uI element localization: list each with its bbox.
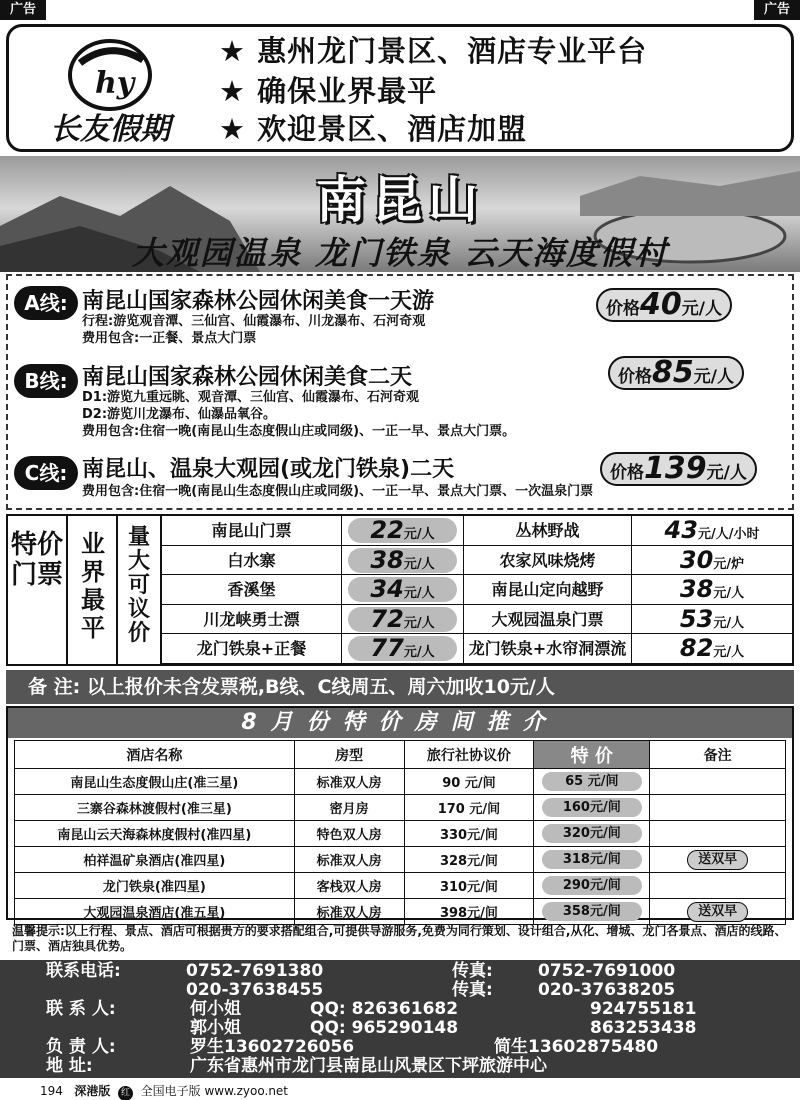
site-link[interactable]: 全国电子版 www.zyoo.net: [140, 1084, 289, 1098]
fax-label-2: 传真:: [452, 980, 493, 1000]
phone-label: 联系电话:: [46, 961, 121, 981]
ticket-label-3: 量大可议价: [118, 516, 162, 664]
ticket-price: 77元/人: [342, 634, 464, 663]
person-label: 联 系 人:: [46, 999, 116, 1019]
slogan-3: ★ 欢迎景区、酒店加盟: [219, 112, 528, 146]
hotel-agency: 310元/间: [404, 873, 534, 899]
hotel-agency: 398元/间: [404, 899, 534, 925]
phone-1: 0752-7691380: [186, 961, 324, 981]
line-a-itinerary: 行程:游览观音潭、三仙宫、仙霞瀑布、川龙瀑布、石河奇观: [82, 314, 426, 329]
ticket-price-table: [6, 514, 794, 666]
hotel-name: 龙门铁泉(准四星): [15, 873, 295, 899]
fax-1: 0752-7691000: [538, 961, 676, 981]
ticket-price: 34元/人: [342, 575, 464, 604]
line-a-badge: A线:: [14, 286, 78, 320]
hotel-col-header: 旅行社协议价: [404, 741, 534, 769]
qq-1: QQ: 826361682: [310, 999, 459, 1019]
edition: 深港版: [74, 1084, 111, 1098]
hotel-remark: [650, 873, 786, 899]
line-c-price: 价格139元/人: [600, 452, 757, 486]
hotel-remark: [650, 769, 786, 795]
person-2: 郭小姐: [190, 1018, 241, 1038]
banner-subtitle: 大观园温泉 龙门铁泉 云天海度假村: [131, 234, 669, 272]
hotel-remark: 送双早: [650, 847, 786, 873]
hotel-agency: 170 元/间: [404, 795, 534, 821]
ad-tag-right: 广告: [754, 0, 800, 20]
hotel-name: 三寨谷森林渡假村(准三星): [15, 795, 295, 821]
ticket-name: 龙门铁泉+水帘洞漂流: [464, 634, 632, 663]
hotel-remark: 送双早: [650, 899, 786, 925]
ticket-row: [162, 516, 792, 546]
banner-title: 南昆山: [316, 171, 484, 229]
hotel-agency: 328元/间: [404, 847, 534, 873]
ticket-name: 农家风味烧烤: [464, 546, 632, 575]
ticket-name: 龙门铁泉+正餐: [162, 634, 342, 663]
hotel-agency: 330元/间: [404, 821, 534, 847]
hotel-row: [15, 821, 786, 847]
header-box: [6, 24, 794, 152]
ticket-name: 南昆山门票: [162, 516, 342, 545]
manager-1: 罗生13602726056: [190, 1037, 355, 1057]
ticket-row: [162, 605, 792, 635]
ticket-name: 香溪堡: [162, 575, 342, 604]
line-b-day2: D2:游览川龙瀑布、仙瀑品氧谷。: [82, 407, 277, 422]
hotel-room: 特色双人房: [294, 821, 404, 847]
manager-2: 简生13602875480: [494, 1037, 659, 1057]
hotel-col-header: 房型: [294, 741, 404, 769]
line-b-includes: 费用包含:住宿一晚(南昆山生态度假山庄或同级)、一正一早、景点大门票。: [82, 424, 516, 439]
hotel-name: 南昆山生态度假山庄(准三星): [15, 769, 295, 795]
line-b-title: 南昆山国家森林公园休闲美食二天: [82, 365, 413, 390]
person-1: 何小姐: [190, 999, 241, 1019]
ticket-name: 南昆山定向越野: [464, 575, 632, 604]
hotel-name: 柏祥温矿泉酒店(准四星): [15, 847, 295, 873]
line-a-price: 价格40元/人: [596, 288, 732, 322]
line-b-day1: D1:游览九重远眺、观音潭、三仙宫、仙霞瀑布、石河奇观: [82, 390, 420, 405]
fax-label: 传真:: [452, 961, 493, 981]
hotel-special: 320元/间: [534, 821, 650, 847]
slogan-1: ★ 惠州龙门景区、酒店专业平台: [219, 34, 648, 68]
hotel-col-header: 备注: [650, 741, 786, 769]
ticket-price: 82元/人: [679, 634, 745, 663]
hotel-row: [15, 795, 786, 821]
ticket-price: 43元/人/小时: [664, 516, 760, 544]
hotel-special: 160元/间: [534, 795, 650, 821]
hotel-room: 标准双人房: [294, 899, 404, 925]
page-number: 194: [40, 1084, 63, 1098]
address-label: 地 址:: [46, 1056, 93, 1076]
ticket-label: 特价门票: [8, 516, 68, 664]
tour-lines: [6, 274, 794, 510]
hotel-room: 客栈双人房: [294, 873, 404, 899]
qq-2b: 863253438: [590, 1018, 697, 1038]
footer: [40, 1082, 288, 1100]
ticket-row: [162, 546, 792, 576]
logo-text: 长友假期: [50, 112, 170, 147]
ticket-price: 72元/人: [342, 605, 464, 634]
line-c-badge: C线:: [14, 456, 78, 490]
manager-label: 负 责 人:: [46, 1037, 116, 1057]
hotel-row: [15, 899, 786, 925]
address: 广东省惠州市龙门县南昆山风景区下坪旅游中心: [190, 1056, 547, 1076]
contact-block: [0, 960, 800, 1078]
hotel-special: 65 元/间: [534, 769, 650, 795]
hotel-heading: 8月份特价房间推介: [8, 708, 792, 738]
ad-tag-left: 广告: [0, 0, 46, 20]
line-b-price: 价格85元/人: [608, 356, 744, 390]
hotel-name: 南昆山云天海森林度假村(准四星): [15, 821, 295, 847]
hotel-row: [15, 847, 786, 873]
hotel-special: 318元/间: [534, 847, 650, 873]
ticket-price: 38元/人: [679, 575, 745, 604]
hotel-room: 密月房: [294, 795, 404, 821]
edition-badge-icon: 红: [118, 1086, 133, 1100]
line-c-includes: 费用包含:住宿一晚(南昆山生态度假山庄或同级)、一正一早、景点大门票、一次温泉门票: [82, 484, 594, 499]
hotel-table: [14, 740, 786, 925]
hotel-special: 290元/间: [534, 873, 650, 899]
hotel-row: [15, 873, 786, 899]
ticket-name: 白水寨: [162, 546, 342, 575]
line-c-title: 南昆山、温泉大观园(或龙门铁泉)二天: [82, 457, 455, 482]
line-a-includes: 费用包含:一正餐、景点大门票: [82, 331, 257, 346]
hotel-col-header: 特 价: [534, 741, 650, 769]
hotel-row: [15, 769, 786, 795]
company-logo: [25, 35, 195, 147]
hotel-agency: 90 元/间: [404, 769, 534, 795]
slogan-2: ★ 确保业界最平: [219, 74, 438, 108]
ticket-price: 38元/人: [342, 546, 464, 575]
ticket-name: 川龙峡勇士漂: [162, 605, 342, 634]
hotel-col-header: 酒店名称: [15, 741, 295, 769]
banner: [0, 156, 800, 272]
ticket-price: 30元/炉: [679, 545, 745, 574]
ticket-name: 大观园温泉门票: [464, 605, 632, 634]
line-a-title: 南昆山国家森林公园休闲美食一天游: [82, 289, 435, 314]
fax-2: 020-37638205: [538, 980, 676, 1000]
hotel-room: 标准双人房: [294, 769, 404, 795]
hotel-remark: [650, 821, 786, 847]
price-note: 备 注: 以上报价未含发票税,B线、C线周五、周六加收10元/人: [6, 670, 794, 704]
line-b-badge: B线:: [14, 364, 78, 398]
hotel-special: 358元/间: [534, 899, 650, 925]
tips-text: 温馨提示:以上行程、景点、酒店可根据贵方的要求搭配组合,可提供导游服务,免费为同行策划、设计组合,从化、增城、龙门各景点、酒店的线路、门票、酒店独具优势。: [12, 924, 787, 953]
hotel-section: [6, 706, 794, 920]
qq-1b: 924755181: [590, 999, 697, 1019]
ticket-row: [162, 575, 792, 605]
qq-2: QQ: 965290148: [310, 1018, 459, 1038]
ticket-row: [162, 634, 792, 664]
ticket-price: 22元/人: [342, 516, 464, 545]
hotel-remark: [650, 795, 786, 821]
ticket-label-2: 业界最平: [70, 516, 118, 664]
ticket-name: 丛林野战: [464, 516, 632, 545]
hotel-room: 标准双人房: [294, 847, 404, 873]
logo-mark: hy: [95, 66, 135, 101]
hotel-name: 大观园温泉酒店(准五星): [15, 899, 295, 925]
ticket-price: 53元/人: [679, 604, 745, 633]
phone-2: 020-37638455: [186, 980, 324, 1000]
